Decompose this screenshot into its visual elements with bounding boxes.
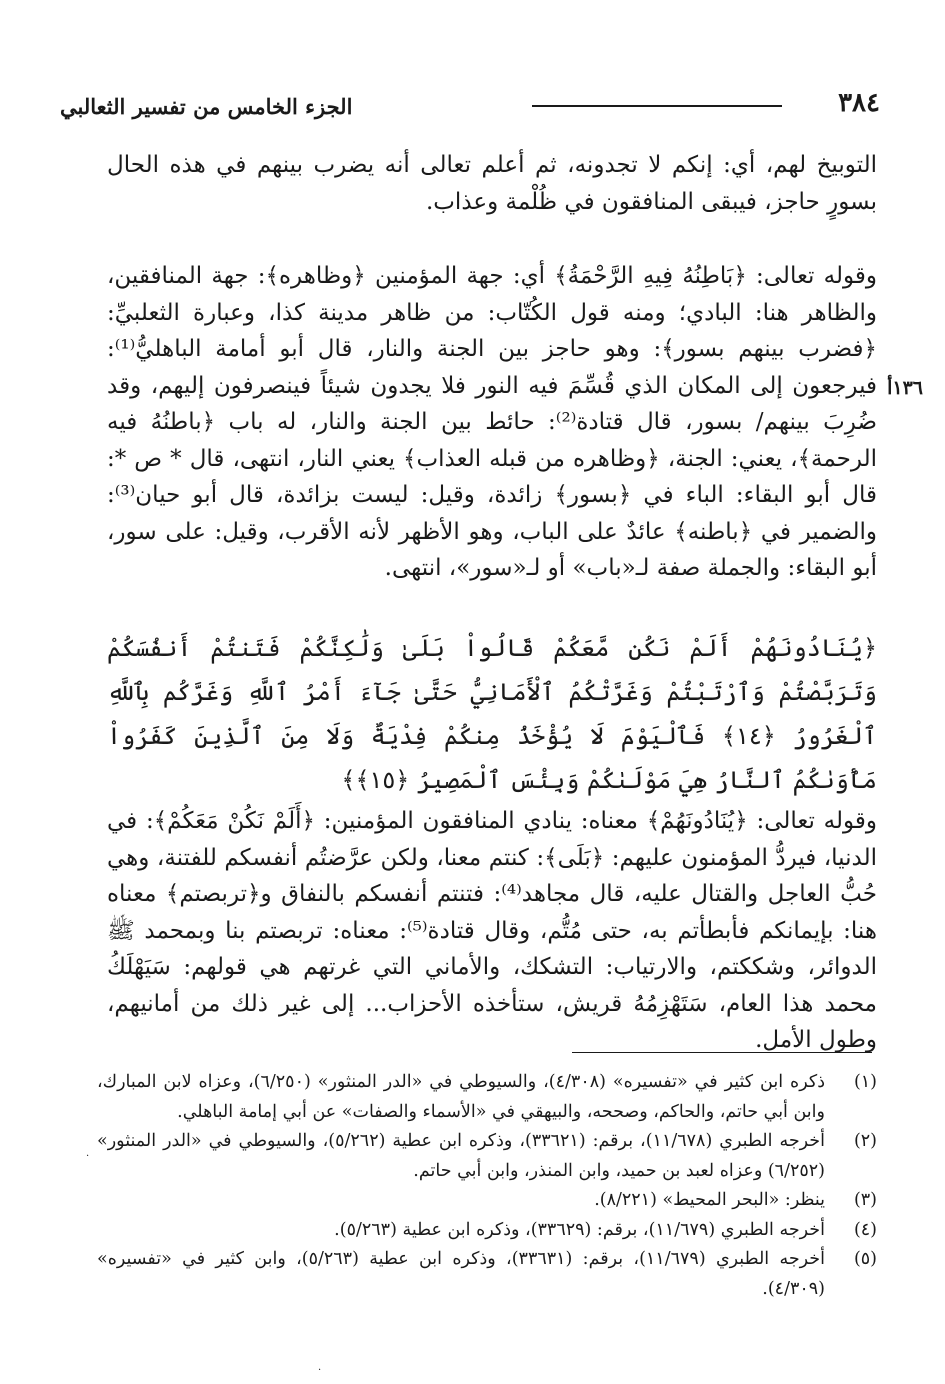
footnote-number: (٢) — [853, 1131, 877, 1151]
running-head — [60, 86, 880, 126]
footnote-text: أخرجه الطبري (١١/٦٧٨)، برقم: (٣٣٦٢١)، وذكره ابن عطية (٥/٢٦٢)، والسيوطي في «الدر المنثور» (٦/٢٥٢) وعزاه لعبد بن حميد، وابن المنذر، وابن أبي حاتم. — [97, 1131, 825, 1181]
scan-speck: . — [86, 1148, 90, 1159]
footnote-number: (٣) — [853, 1190, 877, 1210]
page-number: ٣٨٤ — [838, 88, 880, 118]
footnote-4 — [97, 1216, 877, 1246]
footnote-number: (١) — [853, 1072, 877, 1092]
footnote-number: (٥) — [853, 1249, 877, 1269]
paragraph-1-text: التوبيخ لهم، أي: إنكم لا تجدونه، ثم أعلم تعالى أنه يضرب بينهم في هذه الحال بسورٍ حاجز، فيبقى المنافقون في ظُلْمة وعذاب. — [107, 152, 877, 215]
paragraph-3 — [107, 803, 877, 1059]
footnote-text: ذكره ابن كثير في «تفسيره» (٤/٣٠٨)، والسيوطي في «الدر المنثور» (٦/٢٥٠)، وعزاه لابن المبارك، وابن أبي حاتم، والحاكم، وصححه، والبيهقي في «الأسماء والصفات» عن أبي إمامة الباهلي. — [97, 1072, 825, 1122]
footnotes — [97, 1068, 877, 1304]
footnote-3 — [97, 1186, 877, 1216]
running-title: الجزء الخامس من تفسير الثعالبي — [60, 94, 353, 119]
quran-verse-block: ﴿يُنَادُونَهُمْ أَلَمْ نَكُن مَّعَكُمْ قَالُواْ بَلَىٰ وَلَٰكِنَّكُمْ فَتَنتُمْ أَنفُسَكُمْ وَتَرَبَّصْتُمْ وَٱرْتَبْتُمْ وَغَرَّتْكُمُ ٱلْأَمَانِيُّ حَتَّىٰ جَآءَ أَمْرُ ٱللَّهِ وَغَرَّكُم بِٱللَّهِ ٱلْغَرُورُ ﴿١٤﴾ فَٱلْيَوْمَ لَا يُؤْخَذُ مِنكُمْ فِدْيَةٌ وَلَا مِنَ ٱلَّذِينَ كَفَرُواْ مَأْوَىٰكُمُ ٱلنَّارُ هِيَ مَوْلَىٰكُمْ وَبِئْسَ ٱلْمَصِيرُ ﴿١٥﴾﴾ — [107, 634, 877, 794]
paragraph-3-text: وقوله تعالى: ﴿يُنَادُونَهُمْ﴾ معناه: ينادي المنافقون المؤمنين: ﴿أَلَمْ نَكُنْ مَعَكُمْ﴾: في الدنيا، فيردُّ المؤمنون عليهم: ﴿بَلَى﴾: كنتم معنا، ولكن عرَّضتُم أنفسكم للفتنة، وهي حُبُّ العاجل والقتال عليه، قال مجاهد⁽⁴⁾: فتنتم أنفسكم بالنفاق و﴿تربصتم﴾ معناه هنا: بإيمانكم فأبطأتم به، حتى مُتُّم، وقال قتادة⁽⁵⁾: معناه: تربصتم بنا وبمحمد ﷺ الدوائر، وشككتم، والارتياب: التشكك، والأماني التي غرتهم هي قولهم: سَيَهْلَكُ محمد هذا العام، سَتَهْزِمُهُ قريش، ستأخذه الأحزاب... إلى غير ذلك من أمانيهم، وطول الأمل. — [107, 808, 877, 1053]
footnote-5 — [97, 1245, 877, 1304]
paragraph-2-text: وقوله تعالى: ﴿بَاطِنُهُ فِيهِ الرَّحْمَةُ﴾ أي: جهة المؤمنين ﴿وظاهره﴾: جهة المنافقين، والظاهر هنا: البادي؛ ومنه قول الكُتّاب: من ظاهر مدينة كذا، وعبارة الثعلبيِّ: ﴿فضرب بينهم بسور﴾: وهو حاجز بين الجنة والنار، قال أبو أمامة الباهليُّ⁽¹⁾: فيرجعون إلى المكان الذي قُسِّمَ فيه النور فلا يجدون شيئاً فينصرفون إليهم، وقد ضُرِبَ بينهم/ بسور، قال قتادة⁽²⁾: حائط بين الجنة والنار، له باب ﴿باطنُهُ فيه الرحمة﴾، يعني: الجنة، ﴿وظاهره من قبله العذاب﴾ يعني النار، انتهى، قال * ص *: قال أبو البقاء: الباء في ﴿بسور﴾ زائدة، وقيل: ليست بزائدة، قال أبو حيان⁽³⁾: والضمير في ﴿باطنه﴾ عائدٌ على الباب، وهو الأظهر لأنه الأقرب، وقيل: على سور، أبو البقاء: والجملة صفة لـ«باب» أو لـ«سور»، انتهى. — [107, 263, 877, 581]
paragraph-1 — [107, 147, 877, 220]
footnote-number: (٤) — [853, 1219, 877, 1240]
footnote-text: أخرجه الطبري (١١/٦٧٩)، برقم: (٣٣٦٣١)، وذكره ابن عطية (٥/٢٦٣)، وابن كثير في «تفسيره» (٤/٣٠٩). — [97, 1249, 825, 1299]
paragraph-2 — [107, 258, 877, 587]
manuscript-folio-marker: ١٣٦أ — [887, 377, 923, 399]
footnote-text: أخرجه الطبري (١١/٦٧٩)، برقم: (٣٣٦٢٩)، وذكره ابن عطية (٥/٢٦٣). — [334, 1219, 825, 1240]
footnote-2 — [97, 1127, 877, 1186]
footnote-text: ينظر: «البحر المحيط» (٨/٢٢١). — [594, 1190, 825, 1210]
header-rule — [532, 105, 782, 107]
scan-speck: . — [318, 1362, 322, 1373]
footnote-1 — [97, 1068, 877, 1127]
footnote-separator — [572, 1052, 872, 1053]
